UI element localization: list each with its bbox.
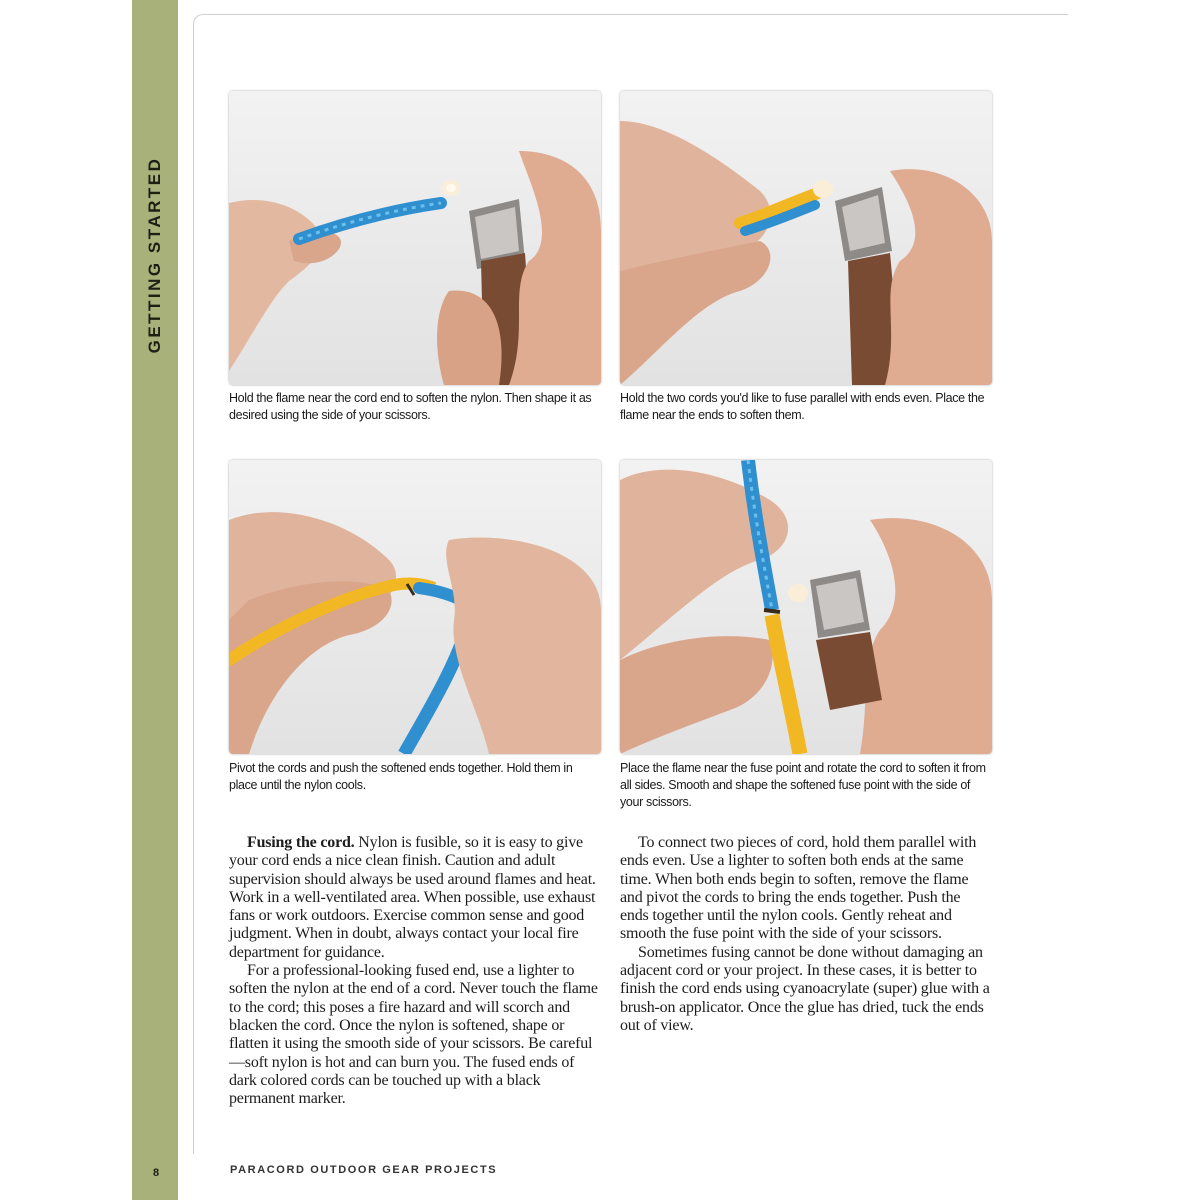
photo-2-caption: Hold the two cords you'd like to fuse parallel with ends even. Place the flame near the ends to soften them. <box>620 391 985 422</box>
page-frame-left <box>193 24 194 1154</box>
body-column-right <box>620 834 992 1035</box>
photo-1-soften-cord-end <box>229 91 601 385</box>
page-frame-corner <box>193 14 206 27</box>
body-paragraph: For a professional-looking fused end, use a lighter to soften the nylon at the end of a cord. Never touch the flame to the cord; this poses a fire hazard and will scorch and blacken the cord. Once the nylon is softened, shape or flatten it using the smooth side of your scissors. Be careful—soft nylon is hot and can burn you. The fused ends of dark colored cords can be touched up with a black permanent marker. <box>229 962 598 1108</box>
body-paragraph: To connect two pieces of cord, hold them parallel with ends even. Use a lighter to soften both ends at the same time. When both ends begin to soften, remove the flame and pivot the cords to bring the ends together. Push the ends together until the nylon cools. Gently reheat and smooth the fuse point with the side of your scissors. <box>620 834 977 943</box>
photo-2-parallel-cords <box>620 91 992 385</box>
page-number: 8 <box>152 1167 160 1179</box>
page-frame-top <box>204 14 1068 15</box>
body-paragraph <box>229 834 601 962</box>
photo-3-push-ends-together <box>229 460 601 754</box>
section-heading: Fusing the cord. <box>247 834 355 851</box>
body-text: Nylon is fusible, so it is easy to give your cord ends a nice clean finish. Caution and adult supervision should always be used around flames and heat. Work in a well-ventilated area. When possible, use exhaust fans or work outdoors. Exercise common sense and good judgment. When in doubt, always contact your local fire department for guidance. <box>229 834 596 961</box>
running-footer-title: PARACORD OUTDOOR GEAR PROJECTS <box>230 1164 498 1176</box>
photo-1-caption: Hold the flame near the cord end to soften the nylon. Then shape it as desired using the side of your scissors. <box>229 391 592 422</box>
photo-3-caption: Pivot the cords and push the softened ends together. Hold them in place until the nylon cools. <box>229 761 573 792</box>
body-paragraph: Sometimes fusing cannot be done without damaging an adjacent cord or your project. In these cases, it is better to finish the cord ends using cyanoacrylate (super) glue with a brush-on applicator. Once the glue has dried, tuck the ends out of view. <box>620 943 990 1034</box>
photo-4-caption: Place the flame near the fuse point and rotate the cord to soften it from all sides. Smooth and shape the softened fuse point with the side of your scissors. <box>620 761 986 809</box>
body-column-left <box>229 834 601 1108</box>
section-title: GETTING STARTED <box>145 156 164 354</box>
photo-4-smooth-fuse-point <box>620 460 992 754</box>
